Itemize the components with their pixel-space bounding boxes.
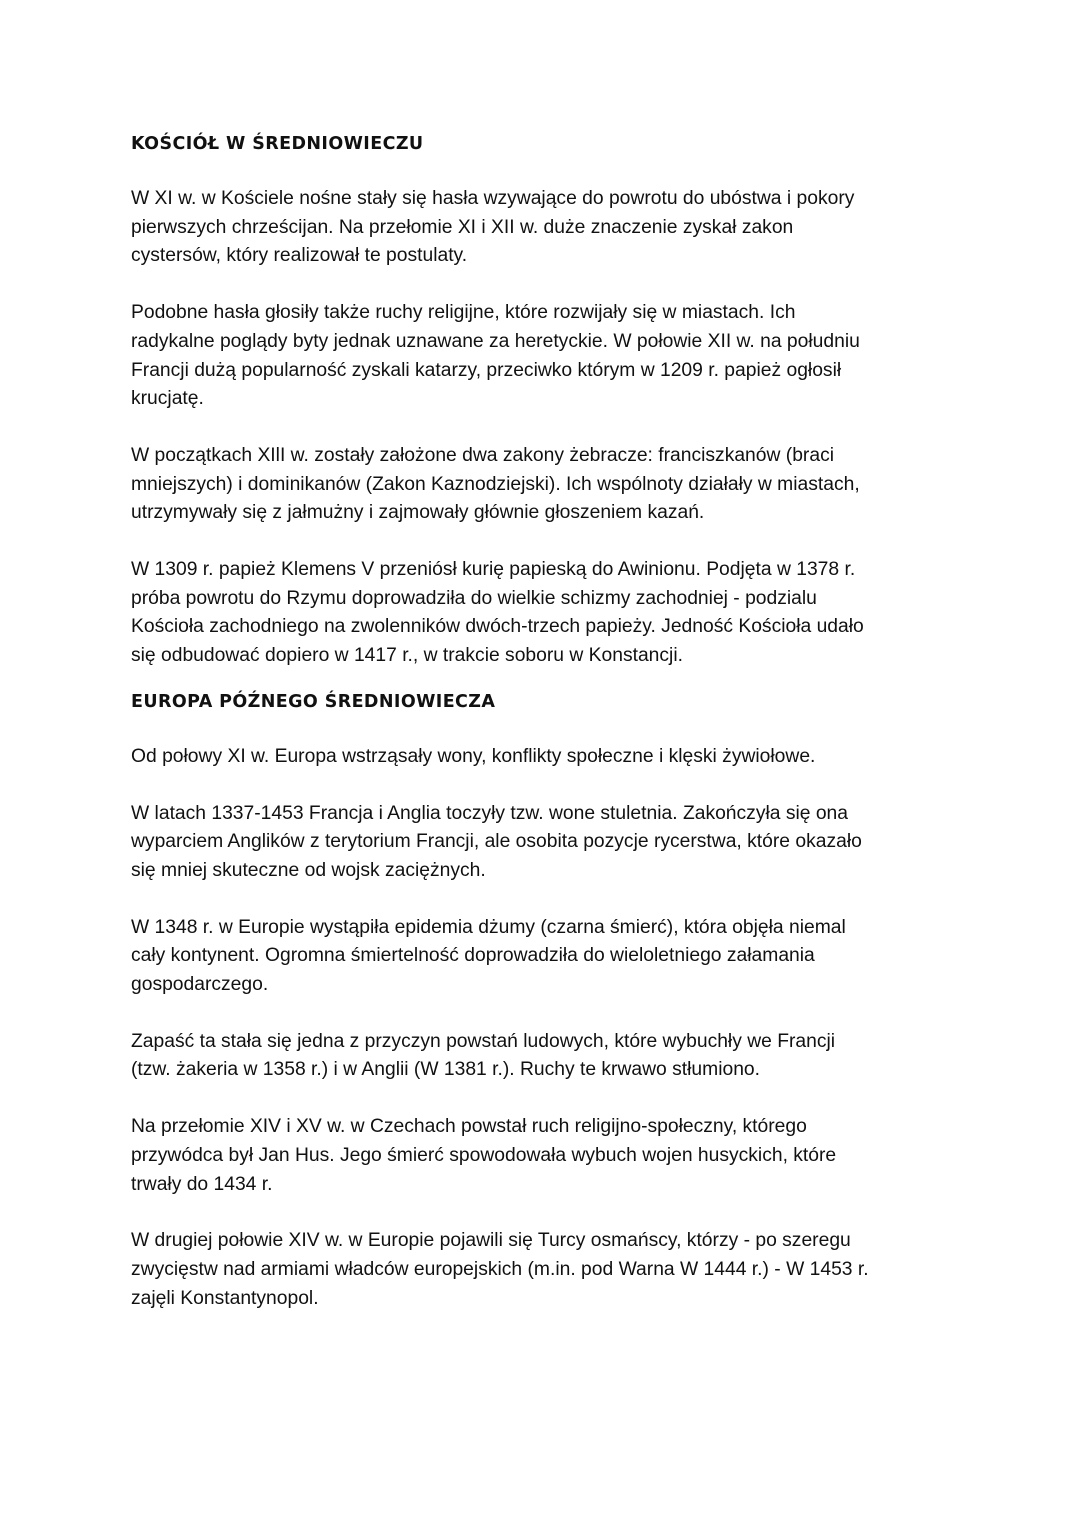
text-line: Na przełomie XIV i XV w. w Czechach powstał ruch religijno-społeczny, którego — [131, 1116, 807, 1138]
text-line: przywódca był Jan Hus. Jego śmierć spowodowała wybuch wojen husyckich, które — [131, 1144, 837, 1166]
text-line: krucjatę. — [131, 388, 204, 410]
text-line: się mniej skuteczne od wojsk zaciężnych. — [131, 859, 486, 881]
text-line: Podobne hasła głosiły także ruchy religijne, które rozwijały się w miastach. Ich — [131, 302, 796, 324]
paragraph — [131, 1113, 951, 1199]
text-line: W początkach XIlI w. zostały założone dwa zakony żebracze: franciszkanów (braci — [131, 444, 835, 466]
paragraph — [131, 800, 951, 886]
section-church-middle-ages — [131, 130, 951, 671]
section-late-medieval-europe — [131, 688, 951, 1314]
paragraph — [131, 1028, 951, 1085]
text-line: utrzymywały się z jałmużny i zajmowały głównie głoszeniem kazań. — [131, 502, 705, 524]
text-line: wyparciem Anglików z terytorium Francji, ale osobita pozycje rycerstwa, które okazało — [131, 831, 862, 853]
text-line: Zapaść ta stała się jedna z przyczyn powstań ludowych, które wybuchły we Francji — [131, 1030, 836, 1052]
text-line: Francji dużą popularność zyskali katarzy, przeciwko którym w 1209 r. papież ogłosił — [131, 359, 842, 381]
paragraph — [131, 442, 951, 528]
paragraph — [131, 299, 951, 414]
text-line: W latach 1337-1453 Francja i Anglia toczyły tzw. wone stuletnia. Zakończyła się ona — [131, 802, 848, 824]
text-line: W drugiej połowie XIV w. w Europie pojawili się Turcy osmańscy, którzy - po szeregu — [131, 1230, 851, 1252]
text-line: W 1309 r. papież Klemens V przeniósł kurię papieską do Awinionu. Podjęta w 1378 r. — [131, 559, 856, 581]
text-line: cystersów, który realizował te postulaty. — [131, 245, 468, 267]
section-heading: KOŚCIÓŁ W ŚREDNIOWIECZU — [131, 134, 424, 154]
text-line: trwały do 1434 r. — [131, 1173, 273, 1195]
paragraph — [131, 743, 951, 772]
text-line: W 1348 r. w Europie wystąpiła epidemia dżumy (czarna śmierć), która objęła niemal — [131, 916, 846, 938]
paragraph — [131, 1227, 951, 1313]
paragraph — [131, 185, 951, 271]
text-line: pierwszych chrześcijan. Na przełomie XI i XII w. duże znaczenie zyskał zakon — [131, 216, 794, 238]
text-line: gospodarczego. — [131, 974, 269, 996]
text-line: się odbudować dopiero w 1417 r., w trakcie soboru w Konstancji. — [131, 645, 683, 667]
text-line: cały kontynent. Ogromna śmiertelność doprowadziła do wieloletniego załamania — [131, 945, 815, 967]
paragraph — [131, 914, 951, 1000]
text-line: (tzw. żakeria w 1358 r.) i w Anglii (W 1381 r.). Ruchy te krwawo stłumiono. — [131, 1059, 761, 1081]
paragraph — [131, 556, 951, 671]
text-line: mniejszych) i dominikanów (Zakon Kaznodziejski). Ich wspólnoty działały w miastach, — [131, 473, 860, 495]
text-line: próba powrotu do Rzymu doprowadziła do wielkie schizmy zachodniej - podzialu — [131, 587, 817, 609]
text-line: W XI w. w Kościele nośne stały się hasła wzywające do powrotu do ubóstwa i pokory — [131, 188, 855, 209]
document-page — [131, 130, 951, 1313]
section-heading: EUROPA PÓŹNEGO ŚREDNIOWIECZA — [131, 691, 496, 712]
text-line: Kościoła zachodniego na zwolenników dwóch-trzech papieży. Jedność Kościoła udało — [131, 616, 864, 638]
text-line: radykalne poglądy byty jednak uznawane za heretyckie. W połowie XII w. na południu — [131, 330, 860, 352]
text-line: zwycięstw nad armiami władców europejskich (m.in. pod Warna W 1444 r.) - W 1453 r. — [131, 1258, 869, 1280]
text-line: Od połowy XI w. Europa wstrząsały wony, konflikty społeczne i klęski żywiołowe. — [131, 745, 816, 767]
text-line: zajęli Konstantynopol. — [131, 1287, 319, 1309]
